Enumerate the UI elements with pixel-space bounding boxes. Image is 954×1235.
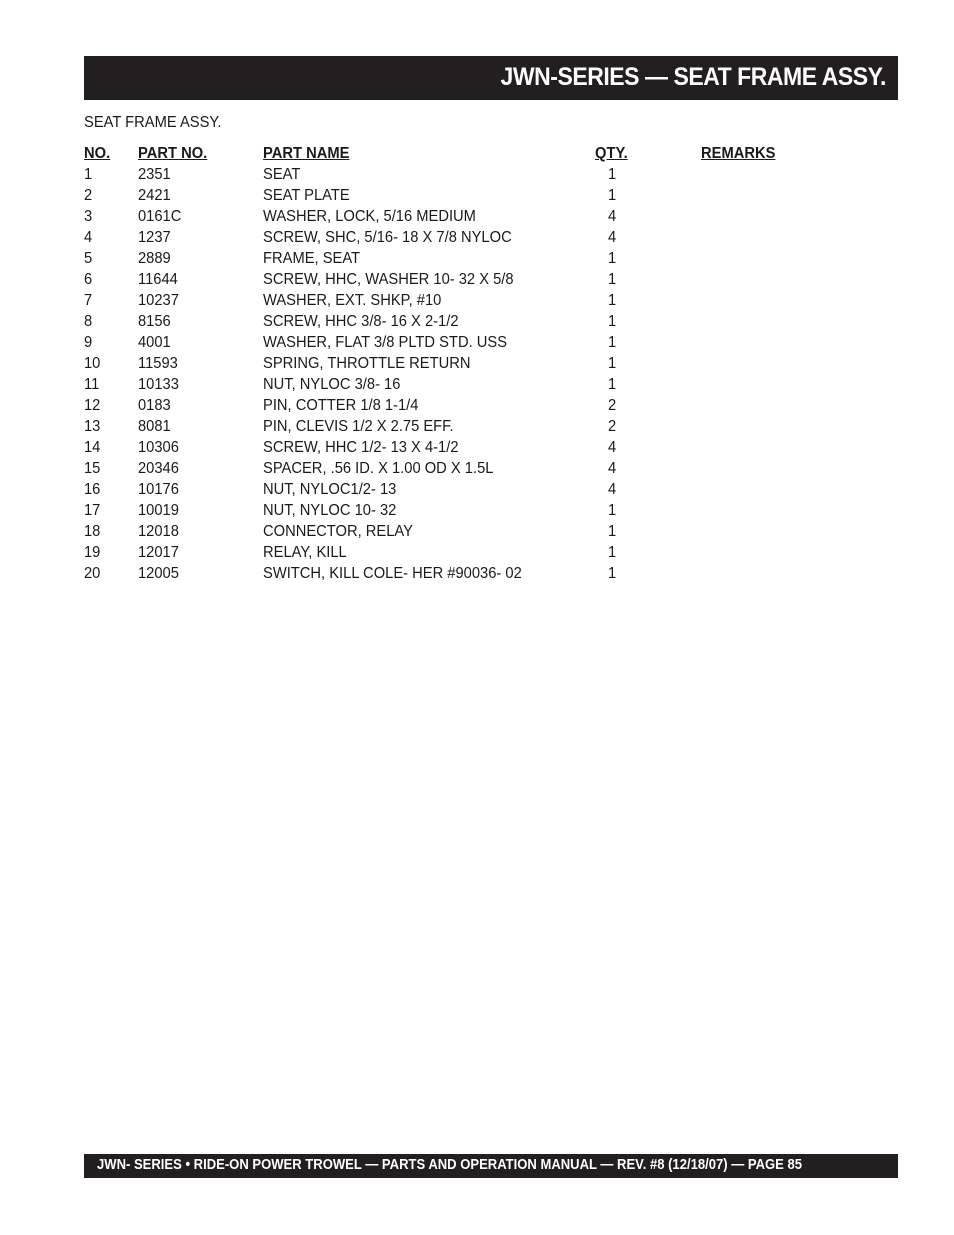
row-no: 11 xyxy=(84,376,100,393)
row-qty: 1 xyxy=(608,187,617,204)
row-part-no: 12018 xyxy=(138,523,179,540)
row-part-no: 12017 xyxy=(138,544,179,561)
footer-text: JWN- SERIES • RIDE-ON POWER TROWEL — PARTS AND OPERATION MANUAL — REV. #8 (12/18/07) — PAGE 85 xyxy=(97,1157,803,1173)
row-qty: 1 xyxy=(608,250,617,267)
table-row xyxy=(84,353,804,374)
row-part-name: SCREW, HHC 1/2- 13 X 4-1/2 xyxy=(263,439,459,456)
row-qty: 1 xyxy=(608,313,617,330)
row-no: 16 xyxy=(84,481,101,498)
row-no: 14 xyxy=(84,439,101,456)
row-part-no: 10176 xyxy=(138,481,179,498)
row-no: 19 xyxy=(84,544,101,561)
row-part-name: NUT, NYLOC 10- 32 xyxy=(263,502,397,519)
row-no: 4 xyxy=(84,229,93,246)
row-part-name: SEAT PLATE xyxy=(263,187,350,204)
row-qty: 2 xyxy=(608,397,617,414)
row-qty: 1 xyxy=(608,502,617,519)
row-qty: 1 xyxy=(608,376,617,393)
column-header-part-no: PART NO. xyxy=(138,145,208,162)
table-row xyxy=(84,290,804,311)
row-qty: 1 xyxy=(608,271,617,288)
parts-table xyxy=(84,143,804,584)
row-qty: 1 xyxy=(608,355,617,372)
table-row xyxy=(84,374,804,395)
footer-bar xyxy=(84,1154,898,1178)
row-no: 20 xyxy=(84,565,101,582)
row-qty: 4 xyxy=(608,481,617,498)
row-qty: 1 xyxy=(608,292,617,309)
page-title: JWN-SERIES — SEAT FRAME ASSY. xyxy=(500,63,886,91)
table-row xyxy=(84,269,804,290)
row-part-no: 2351 xyxy=(138,166,171,183)
row-qty: 4 xyxy=(608,460,617,477)
row-qty: 4 xyxy=(608,439,617,456)
column-header-no: NO. xyxy=(84,145,111,162)
row-no: 9 xyxy=(84,334,93,351)
row-part-no: 10237 xyxy=(138,292,179,309)
table-row xyxy=(84,458,804,479)
row-part-name: SCREW, SHC, 5/16- 18 X 7/8 NYLOC xyxy=(263,229,512,246)
row-no: 7 xyxy=(84,292,93,309)
table-row xyxy=(84,395,804,416)
table-row xyxy=(84,479,804,500)
table-row xyxy=(84,332,804,353)
row-no: 13 xyxy=(84,418,101,435)
row-qty: 1 xyxy=(608,334,617,351)
row-part-name: SPRING, THROTTLE RETURN xyxy=(263,355,471,372)
row-part-name: WASHER, FLAT 3/8 PLTD STD. USS xyxy=(263,334,508,351)
row-part-name: RELAY, KILL xyxy=(263,544,347,561)
row-part-no: 10019 xyxy=(138,502,179,519)
table-row xyxy=(84,416,804,437)
row-part-name: PIN, COTTER 1/8 1-1/4 xyxy=(263,397,419,414)
row-part-name: CONNECTOR, RELAY xyxy=(263,523,413,540)
row-part-no: 10133 xyxy=(138,376,179,393)
row-part-name: WASHER, LOCK, 5/16 MEDIUM xyxy=(263,208,476,225)
table-header-row xyxy=(84,143,804,164)
table-row xyxy=(84,227,804,248)
row-no: 10 xyxy=(84,355,101,372)
row-part-name: NUT, NYLOC 3/8- 16 xyxy=(263,376,401,393)
row-part-no: 12005 xyxy=(138,565,179,582)
section-title: SEAT FRAME ASSY. xyxy=(84,114,222,131)
row-no: 15 xyxy=(84,460,101,477)
row-part-name: PIN, CLEVIS 1/2 X 2.75 EFF. xyxy=(263,418,454,435)
row-qty: 2 xyxy=(608,418,617,435)
row-no: 1 xyxy=(84,166,93,183)
row-part-name: FRAME, SEAT xyxy=(263,250,361,267)
row-qty: 4 xyxy=(608,229,617,246)
row-no: 5 xyxy=(84,250,93,267)
row-part-no: 0161C xyxy=(138,208,182,225)
table-row xyxy=(84,563,804,584)
table-row xyxy=(84,521,804,542)
row-part-name: SEAT xyxy=(263,166,301,183)
row-part-no: 20346 xyxy=(138,460,179,477)
row-part-name: SPACER, .56 ID. X 1.00 OD X 1.5L xyxy=(263,460,494,477)
table-row xyxy=(84,248,804,269)
row-part-no: 8156 xyxy=(138,313,171,330)
row-part-no: 0183 xyxy=(138,397,171,414)
row-part-no: 4001 xyxy=(138,334,171,351)
table-row xyxy=(84,164,804,185)
row-part-name: SWITCH, KILL COLE- HER #90036- 02 xyxy=(263,565,522,582)
row-no: 2 xyxy=(84,187,93,204)
column-header-remarks: REMARKS xyxy=(701,145,776,162)
row-part-name: NUT, NYLOC1/2- 13 xyxy=(263,481,397,498)
row-part-no: 1237 xyxy=(138,229,171,246)
row-part-no: 2421 xyxy=(138,187,171,204)
row-no: 18 xyxy=(84,523,101,540)
row-qty: 4 xyxy=(608,208,617,225)
row-part-name: SCREW, HHC 3/8- 16 X 2-1/2 xyxy=(263,313,459,330)
row-part-name: SCREW, HHC, WASHER 10- 32 X 5/8 xyxy=(263,271,514,288)
row-no: 17 xyxy=(84,502,101,519)
row-no: 8 xyxy=(84,313,93,330)
row-qty: 1 xyxy=(608,166,617,183)
row-part-no: 8081 xyxy=(138,418,171,435)
table-row xyxy=(84,206,804,227)
column-header-part-name: PART NAME xyxy=(263,145,350,162)
table-row xyxy=(84,185,804,206)
row-part-no: 10306 xyxy=(138,439,179,456)
table-row xyxy=(84,311,804,332)
table-row xyxy=(84,437,804,458)
row-qty: 1 xyxy=(608,565,617,582)
table-row xyxy=(84,542,804,563)
row-part-name: WASHER, EXT. SHKP, #10 xyxy=(263,292,442,309)
row-qty: 1 xyxy=(608,544,617,561)
row-part-no: 2889 xyxy=(138,250,171,267)
header-bar xyxy=(84,56,898,100)
row-qty: 1 xyxy=(608,523,617,540)
table-row xyxy=(84,500,804,521)
column-header-qty: QTY. xyxy=(595,145,628,162)
row-no: 3 xyxy=(84,208,93,225)
row-no: 6 xyxy=(84,271,93,288)
row-no: 12 xyxy=(84,397,101,414)
row-part-no: 11593 xyxy=(138,355,178,372)
row-part-no: 11644 xyxy=(138,271,178,288)
